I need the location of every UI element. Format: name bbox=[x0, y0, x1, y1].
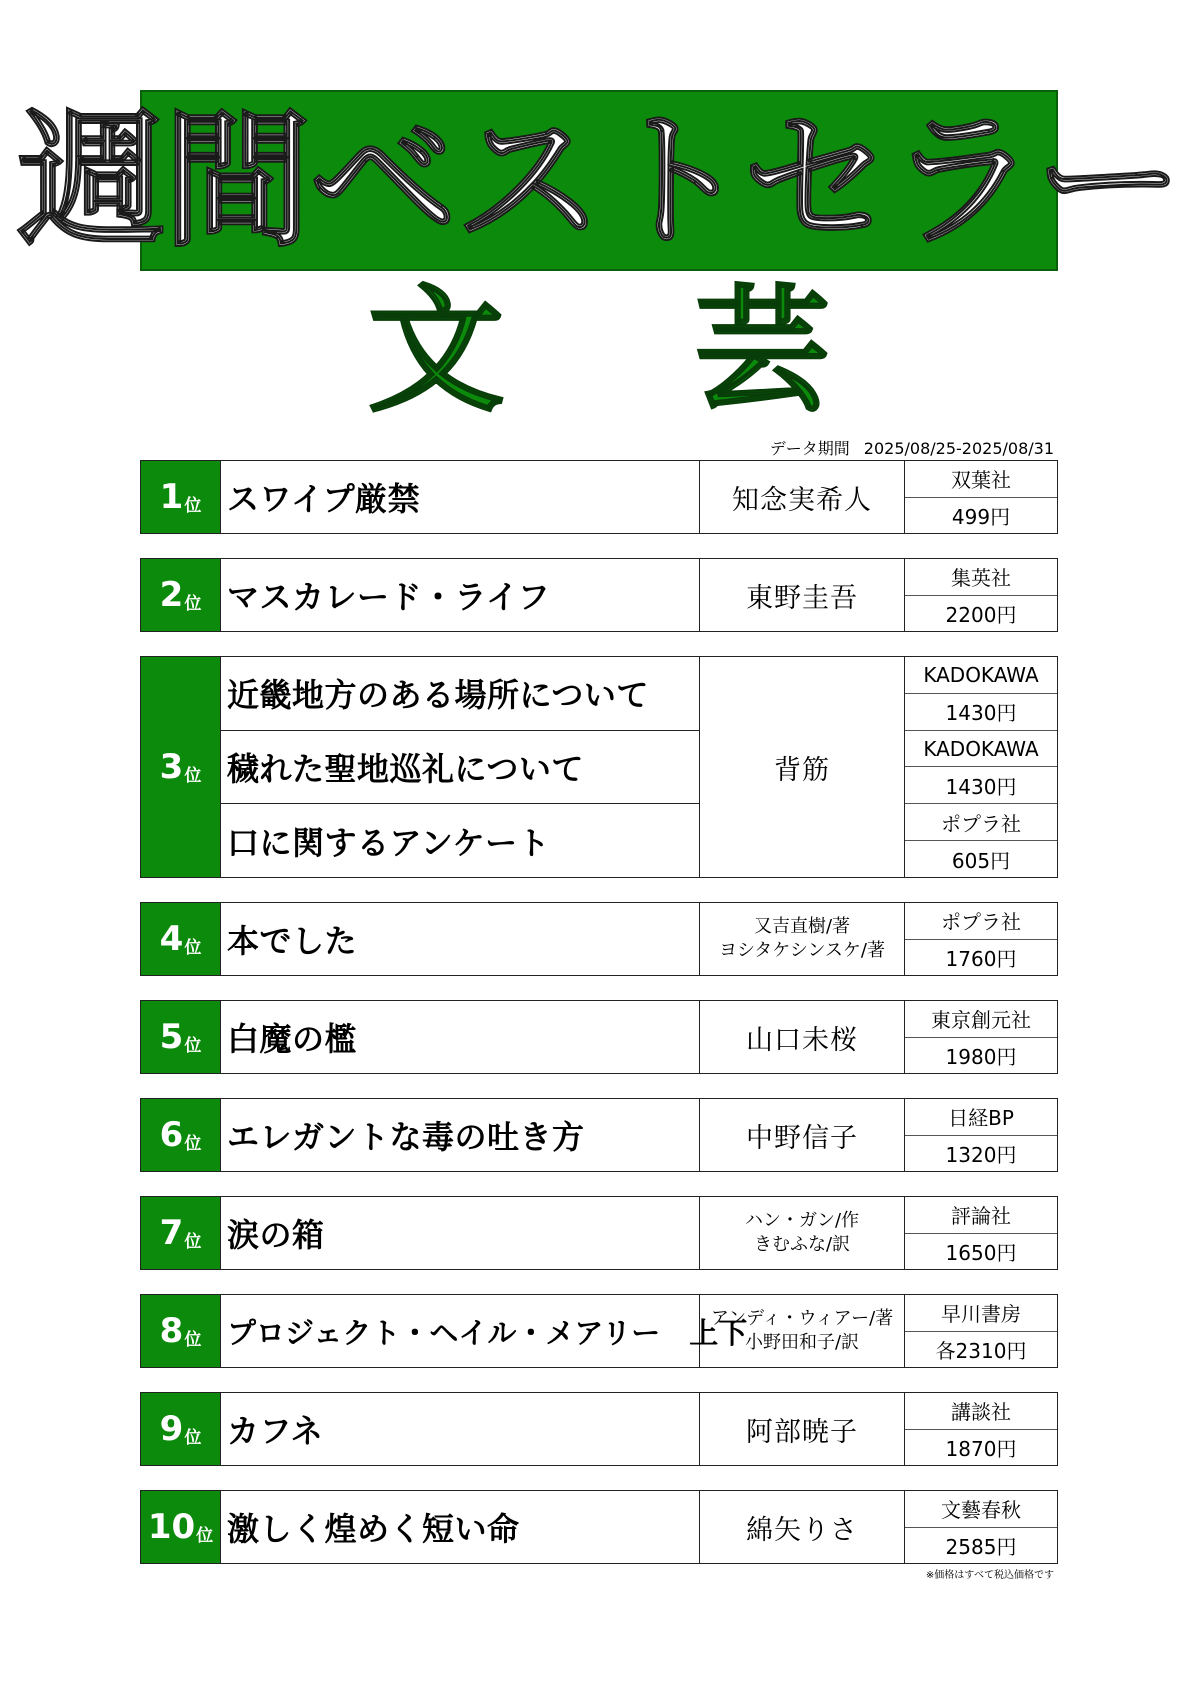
publisher-column bbox=[905, 1001, 1057, 1073]
rank-number: 10 bbox=[147, 1507, 196, 1547]
author-column bbox=[700, 1295, 905, 1367]
book-price: 各2310円 bbox=[935, 1338, 1027, 1363]
publisher-name: KADOKAWA bbox=[905, 731, 1057, 768]
ranking-entry bbox=[140, 1392, 1058, 1466]
author-name: 中野信子 bbox=[746, 1122, 858, 1154]
book-price: 1870円 bbox=[945, 1436, 1017, 1461]
title-column bbox=[221, 461, 700, 533]
rank-number: 4 bbox=[159, 919, 184, 959]
publisher-column bbox=[905, 903, 1057, 975]
rank-number: 1 bbox=[159, 477, 184, 517]
genre-label: 文芸 bbox=[368, 273, 1020, 431]
rank-badge bbox=[141, 903, 221, 975]
title-column bbox=[221, 903, 700, 975]
publisher-column bbox=[905, 1099, 1057, 1171]
ranking-entry bbox=[140, 1000, 1058, 1074]
publisher-name: 文藝春秋 bbox=[905, 1491, 1057, 1528]
rank-number: 7 bbox=[159, 1213, 184, 1253]
publisher-column bbox=[905, 559, 1057, 631]
author-name: アンディ・ウィアー/著 bbox=[710, 1308, 894, 1329]
title-column bbox=[221, 1295, 748, 1367]
author-column bbox=[700, 1099, 905, 1171]
author-column bbox=[700, 559, 905, 631]
publisher-name: 講談社 bbox=[905, 1393, 1057, 1430]
author-name: 山口未桜 bbox=[746, 1024, 858, 1056]
rank-number: 8 bbox=[159, 1311, 184, 1351]
rank-badge bbox=[141, 1001, 221, 1073]
rank-suffix: 位 bbox=[184, 1231, 202, 1252]
book-title: プロジェクト・ヘイル・メアリー 上下 bbox=[227, 1315, 748, 1350]
book-title: マスカレード・ライフ bbox=[227, 578, 551, 616]
book-title: 本でした bbox=[227, 922, 358, 960]
author-name: ハン・ガン/作 bbox=[744, 1210, 860, 1231]
rank-suffix: 位 bbox=[184, 1427, 202, 1448]
rank-badge bbox=[141, 559, 221, 631]
rank-badge bbox=[141, 1393, 221, 1465]
ranking-entry bbox=[140, 1098, 1058, 1172]
author-column bbox=[700, 461, 905, 533]
book-price: 1760円 bbox=[945, 946, 1017, 971]
publisher-name: ポプラ社 bbox=[905, 903, 1057, 940]
title-column bbox=[221, 657, 700, 877]
title-column bbox=[221, 1001, 700, 1073]
rank-suffix: 位 bbox=[184, 765, 202, 786]
publisher-name: ポプラ社 bbox=[905, 804, 1057, 841]
rank-suffix: 位 bbox=[184, 1329, 202, 1350]
title-banner bbox=[17, 90, 1181, 271]
author-column bbox=[700, 1197, 905, 1269]
publisher-column bbox=[905, 1393, 1057, 1465]
rank-badge bbox=[141, 1491, 221, 1563]
book-price: 1650円 bbox=[945, 1240, 1017, 1265]
author-column bbox=[700, 1491, 905, 1563]
rank-badge bbox=[141, 657, 221, 877]
author-name: 知念実希人 bbox=[732, 484, 872, 516]
author-name: 背筋 bbox=[774, 754, 830, 786]
author-name: きむふな/訳 bbox=[753, 1234, 851, 1255]
book-title: 涙の箱 bbox=[227, 1216, 325, 1254]
rank-suffix: 位 bbox=[184, 1133, 202, 1154]
author-name: 又吉直樹/著 bbox=[753, 916, 851, 937]
title-column bbox=[221, 1197, 700, 1269]
rank-suffix: 位 bbox=[196, 1525, 214, 1546]
rank-number: 5 bbox=[159, 1017, 184, 1057]
book-price: 605円 bbox=[951, 848, 1011, 873]
publisher-name: KADOKAWA bbox=[905, 657, 1057, 694]
publisher-name: 早川書房 bbox=[905, 1295, 1057, 1332]
author-name: 東野圭吾 bbox=[746, 582, 858, 614]
ranking-entry bbox=[140, 902, 1058, 976]
title-column bbox=[221, 1393, 700, 1465]
rank-number: 6 bbox=[159, 1115, 184, 1155]
price-footnote: ※価格はすべて税込価格です bbox=[925, 1570, 1054, 1581]
rank-suffix: 位 bbox=[184, 593, 202, 614]
book-price: 499円 bbox=[951, 504, 1011, 529]
book-title: 穢れた聖地巡礼について bbox=[221, 731, 699, 805]
publisher-name: 日経BP bbox=[905, 1099, 1057, 1136]
ranking-entry bbox=[140, 558, 1058, 632]
book-title: 激しく煌めく短い命 bbox=[227, 1510, 520, 1548]
rank-number: 3 bbox=[159, 747, 184, 787]
book-price: 1980円 bbox=[945, 1044, 1017, 1069]
period-range: 2025/08/25-2025/08/31 bbox=[863, 439, 1054, 458]
ranking-entry bbox=[140, 460, 1058, 534]
page-title: 週間ベストセラー bbox=[17, 94, 1181, 267]
rank-badge bbox=[141, 1197, 221, 1269]
publisher-name: 東京創元社 bbox=[905, 1001, 1057, 1038]
period-label: データ期間 bbox=[769, 439, 850, 458]
title-column bbox=[221, 559, 700, 631]
author-column bbox=[700, 903, 905, 975]
rank-suffix: 位 bbox=[184, 1035, 202, 1056]
author-column bbox=[700, 657, 905, 877]
ranking-entry bbox=[140, 1490, 1058, 1564]
book-title: カフネ bbox=[227, 1412, 324, 1450]
author-name: 阿部暁子 bbox=[746, 1416, 858, 1448]
rank-badge bbox=[141, 1295, 221, 1367]
author-name: 小野田和子/訳 bbox=[744, 1332, 860, 1353]
rank-suffix: 位 bbox=[184, 495, 202, 516]
rank-badge bbox=[141, 1099, 221, 1171]
publisher-name: 評論社 bbox=[905, 1197, 1057, 1234]
rank-badge bbox=[141, 461, 221, 533]
book-title: 白魔の檻 bbox=[227, 1020, 358, 1058]
publisher-column bbox=[905, 1491, 1057, 1563]
data-period bbox=[756, 436, 1054, 459]
author-name: 綿矢りさ bbox=[746, 1514, 858, 1546]
book-price: 2585円 bbox=[945, 1534, 1017, 1559]
rank-number: 9 bbox=[159, 1409, 184, 1449]
ranking-entry bbox=[140, 1294, 1058, 1368]
book-title: スワイプ厳禁 bbox=[227, 480, 421, 518]
author-name: ヨシタケシンスケ/著 bbox=[719, 940, 885, 961]
publisher-name: 双葉社 bbox=[905, 461, 1057, 498]
author-column bbox=[700, 1001, 905, 1073]
publisher-column bbox=[905, 1295, 1057, 1367]
author-column bbox=[700, 1393, 905, 1465]
publisher-column bbox=[905, 657, 1057, 877]
book-title: エレガントな毒の吐き方 bbox=[227, 1118, 585, 1156]
book-price: 1430円 bbox=[905, 694, 1057, 731]
book-title: 口に関するアンケート bbox=[227, 823, 551, 862]
title-column bbox=[221, 1491, 700, 1563]
ranking-entry bbox=[140, 656, 1058, 878]
publisher-name: 集英社 bbox=[905, 559, 1057, 596]
rank-number: 2 bbox=[159, 575, 184, 615]
book-price: 1430円 bbox=[905, 767, 1057, 804]
genre-heading bbox=[140, 273, 1058, 431]
ranking-entry bbox=[140, 1196, 1058, 1270]
publisher-column bbox=[905, 461, 1057, 533]
book-title: 近畿地方のある場所について bbox=[221, 657, 699, 731]
rank-suffix: 位 bbox=[184, 937, 202, 958]
book-price: 2200円 bbox=[945, 602, 1017, 627]
book-price: 1320円 bbox=[945, 1142, 1017, 1167]
title-column bbox=[221, 1099, 700, 1171]
publisher-column bbox=[905, 1197, 1057, 1269]
